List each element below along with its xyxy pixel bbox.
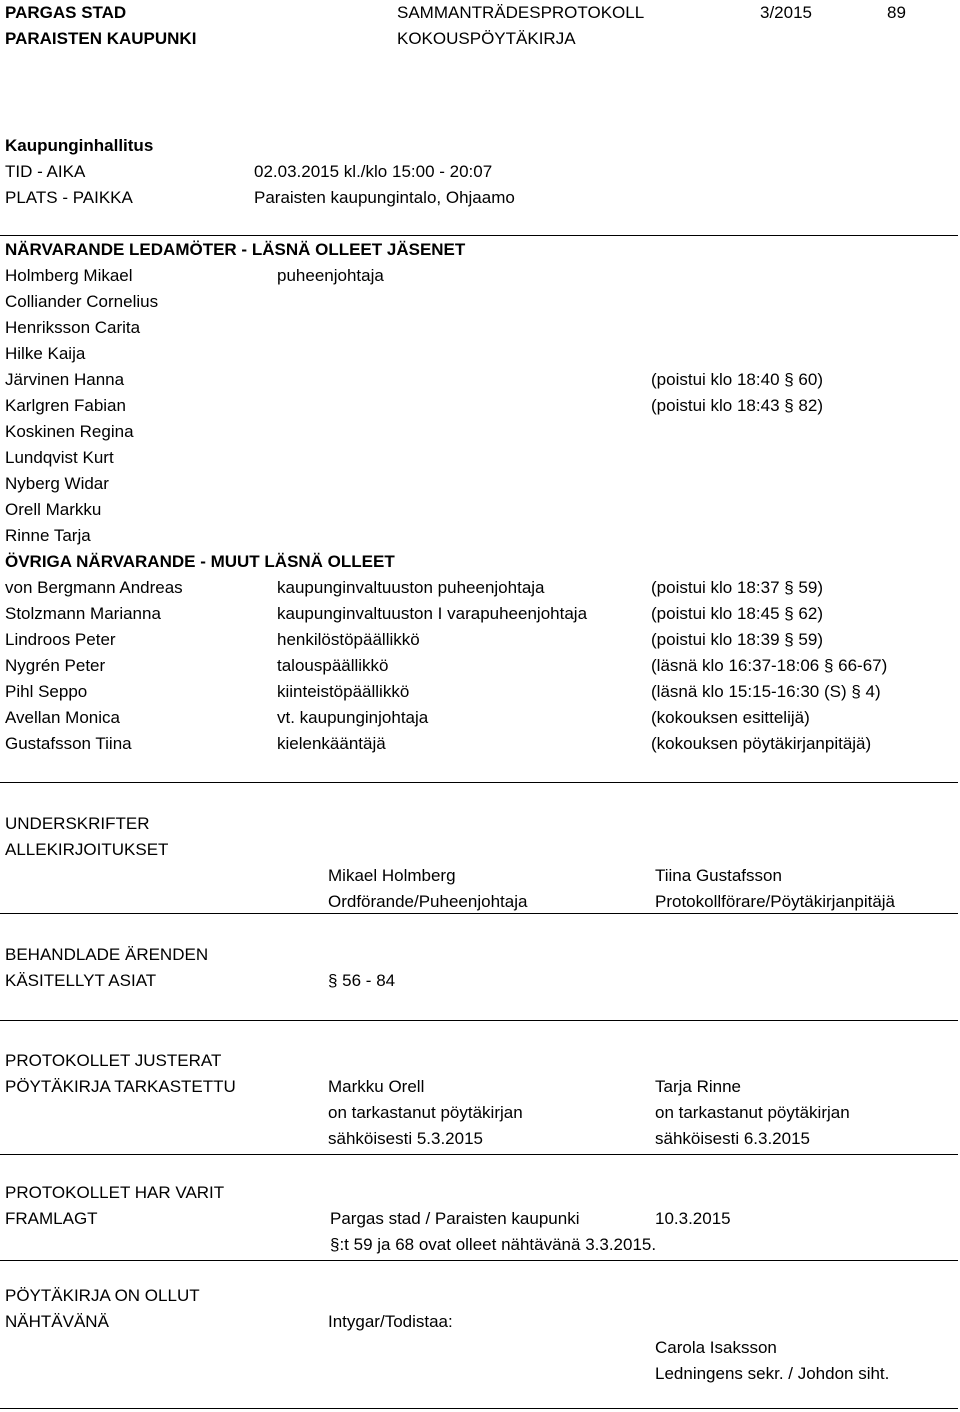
secretary-name: Tiina Gustafsson xyxy=(655,866,782,885)
checker2-line1: on tarkastanut pöytäkirjan xyxy=(655,1103,850,1122)
doc-type-sv: SAMMANTRÄDESPROTOKOLL xyxy=(397,3,645,22)
divider xyxy=(0,782,958,783)
public-label-2: NÄHTÄVÄNÄ xyxy=(5,1312,109,1331)
attendee-name: Colliander Cornelius xyxy=(5,292,159,311)
displayed-place: Pargas stad / Paraisten kaupunki xyxy=(330,1209,580,1228)
attendee-row xyxy=(5,473,955,495)
attendee-role: kaupunginvaltuuston I varapuheenjohtaja xyxy=(277,604,588,623)
checker1-name: Markku Orell xyxy=(328,1077,425,1096)
signatures-label-fi: ALLEKIRJOITUKSET xyxy=(5,840,169,859)
divider xyxy=(0,235,958,236)
attendee-note: (poistui klo 18:39 § 59) xyxy=(651,630,823,649)
place-label: PLATS - PAIKKA xyxy=(5,188,133,207)
items-label-sv: BEHANDLADE ÄRENDEN xyxy=(5,945,209,964)
attendee-role: talouspäällikkö xyxy=(277,656,389,675)
attendee-role: puheenjohtaja xyxy=(277,266,384,285)
attendee-name: Lindroos Peter xyxy=(5,630,116,649)
attendee-name: Stolzmann Marianna xyxy=(5,604,161,623)
attendee-name: Karlgren Fabian xyxy=(5,396,126,415)
attendee-role: vt. kaupunginjohtaja xyxy=(277,708,429,727)
displayed-label-sv: PROTOKOLLET HAR VARIT xyxy=(5,1183,225,1202)
checker1-line1: on tarkastanut pöytäkirjan xyxy=(328,1103,523,1122)
attendee-note: (kokouksen esittelijä) xyxy=(651,708,810,727)
attendee-name: Avellan Monica xyxy=(5,708,120,727)
attendee-note: (läsnä klo 15:15-16:30 (S) § 4) xyxy=(651,682,881,701)
protocol-number: 3/2015 xyxy=(760,3,812,22)
attendee-row xyxy=(5,603,955,625)
attendee-name: Järvinen Hanna xyxy=(5,370,125,389)
displayed-date: 10.3.2015 xyxy=(655,1209,731,1228)
certifier-name: Carola Isaksson xyxy=(655,1338,777,1357)
org-name-sv: PARGAS STAD xyxy=(5,3,127,22)
attendee-name: Henriksson Carita xyxy=(5,318,141,337)
secretary-title: Protokollförare/Pöytäkirjanpitäjä xyxy=(655,892,896,911)
divider xyxy=(0,1260,958,1261)
attendee-name: Pihl Seppo xyxy=(5,682,88,701)
attendee-row xyxy=(5,525,955,547)
attendee-row xyxy=(5,733,955,755)
checker1-line2: sähköisesti 5.3.2015 xyxy=(328,1129,483,1148)
attendee-row xyxy=(5,421,955,443)
attendee-row xyxy=(5,395,955,417)
attendee-row xyxy=(5,655,955,677)
attendee-row xyxy=(5,369,955,391)
attendee-name: Rinne Tarja xyxy=(5,526,91,545)
page-number: 89 xyxy=(887,3,906,22)
checker2-line2: sähköisesti 6.3.2015 xyxy=(655,1129,810,1148)
attendee-row xyxy=(5,499,955,521)
checker2-name: Tarja Rinne xyxy=(655,1077,741,1096)
displayed-label-fi: FRAMLAGT xyxy=(5,1209,98,1228)
doc-type-fi: KOKOUSPÖYTÄKIRJA xyxy=(397,29,576,48)
attendee-name: Lundqvist Kurt xyxy=(5,448,114,467)
attendee-name: Hilke Kaija xyxy=(5,344,86,363)
displayed-note: §:t 59 ja 68 ovat olleet nähtävänä 3.3.2015. xyxy=(330,1235,657,1254)
attendee-row xyxy=(5,291,955,313)
items-range: § 56 - 84 xyxy=(328,971,396,990)
attendee-row xyxy=(5,629,955,651)
public-label-1: PÖYTÄKIRJA ON OLLUT xyxy=(5,1286,200,1305)
certifier-title: Ledningens sekr. / Johdon siht. xyxy=(655,1364,890,1383)
org-name-fi: PARAISTEN KAUPUNKI xyxy=(5,29,197,48)
attendee-name: Nyberg Widar xyxy=(5,474,109,493)
chair-name: Mikael Holmberg xyxy=(328,866,456,885)
attendee-note: (poistui klo 18:45 § 62) xyxy=(651,604,823,623)
signatures-label-sv: UNDERSKRIFTER xyxy=(5,814,150,833)
divider xyxy=(0,1154,958,1155)
attendee-name: Orell Markku xyxy=(5,500,102,519)
attendee-note: (läsnä klo 16:37-18:06 § 66-67) xyxy=(651,656,888,675)
attendee-row xyxy=(5,447,955,469)
divider xyxy=(0,913,958,914)
attendee-row xyxy=(5,343,955,365)
attendee-role: kaupunginvaltuuston puheenjohtaja xyxy=(277,578,545,597)
time-label: TID - AIKA xyxy=(5,162,86,181)
attendee-note: (poistui klo 18:40 § 60) xyxy=(651,370,823,389)
attendee-note: (poistui klo 18:37 § 59) xyxy=(651,578,823,597)
items-label-fi: KÄSITELLYT ASIAT xyxy=(5,971,157,990)
attendee-name: Koskinen Regina xyxy=(5,422,134,441)
divider xyxy=(0,1408,958,1409)
members-heading: NÄRVARANDE LEDAMÖTER - LÄSNÄ OLLEET JÄSENET xyxy=(5,240,466,259)
attendee-name: von Bergmann Andreas xyxy=(5,578,183,597)
meeting-body: Kaupunginhallitus xyxy=(5,136,154,155)
attendee-row xyxy=(5,577,955,599)
attendee-name: Holmberg Mikael xyxy=(5,266,133,285)
attendee-role: henkilöstöpäällikkö xyxy=(277,630,420,649)
attendee-name: Gustafsson Tiina xyxy=(5,734,132,753)
attendee-row xyxy=(5,265,955,287)
attendee-note: (kokouksen pöytäkirjanpitäjä) xyxy=(651,734,872,753)
others-heading: ÖVRIGA NÄRVARANDE - MUUT LÄSNÄ OLLEET xyxy=(5,552,395,571)
attendee-name: Nygrén Peter xyxy=(5,656,106,675)
attendee-row xyxy=(5,707,955,729)
checked-label-fi: PÖYTÄKIRJA TARKASTETTU xyxy=(5,1077,236,1096)
attendee-row xyxy=(5,317,955,339)
chair-title: Ordförande/Puheenjohtaja xyxy=(328,892,528,911)
attendee-row xyxy=(5,681,955,703)
time-value: 02.03.2015 kl./klo 15:00 - 20:07 xyxy=(254,162,493,181)
attendee-role: kiinteistöpäällikkö xyxy=(277,682,410,701)
divider xyxy=(0,1020,958,1021)
attendee-note: (poistui klo 18:43 § 82) xyxy=(651,396,823,415)
certify-label: Intygar/Todistaa: xyxy=(328,1312,453,1331)
attendee-role: kielenkääntäjä xyxy=(277,734,386,753)
place-value: Paraisten kaupungintalo, Ohjaamo xyxy=(254,188,515,207)
checked-label-sv: PROTOKOLLET JUSTERAT xyxy=(5,1051,222,1070)
